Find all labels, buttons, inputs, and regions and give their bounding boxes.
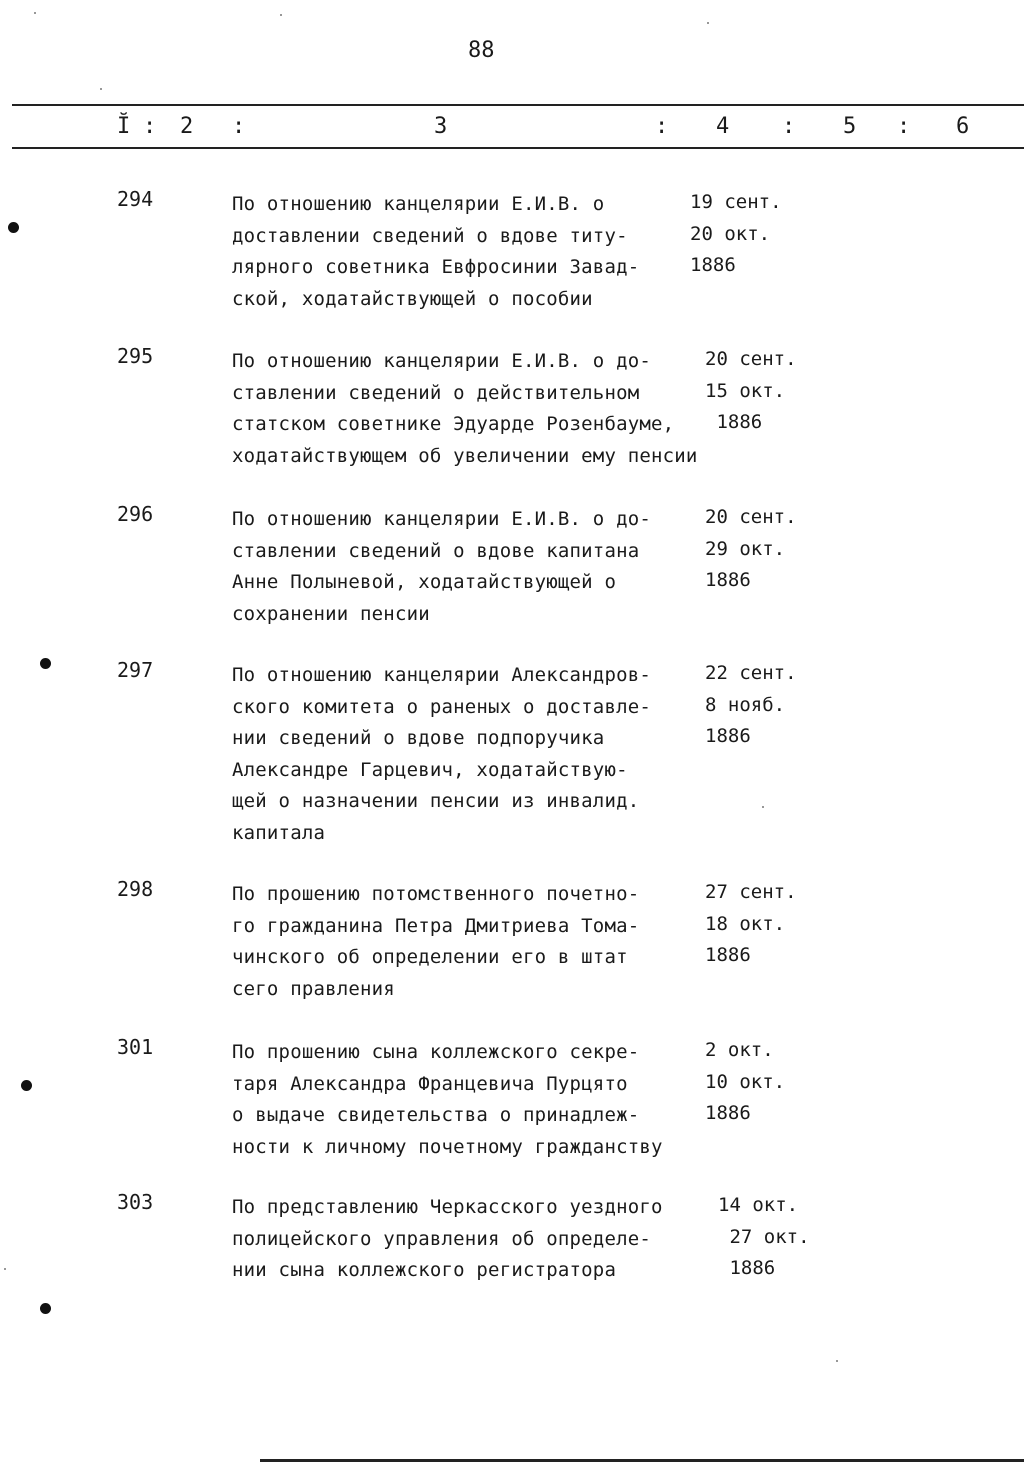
- column-separator: :: [655, 114, 669, 139]
- record-dates: 2 окт. 10 окт. 1886: [705, 1039, 786, 1124]
- page-number: 88: [468, 38, 495, 63]
- column-1-header: Ĭ: [117, 114, 131, 139]
- record-number: 303: [117, 1190, 154, 1214]
- record-dates: 22 сент. 8 нояб. 1886: [705, 662, 797, 747]
- scan-speck: [4, 1268, 6, 1270]
- column-separator: :: [143, 114, 157, 139]
- punch-hole-mark: [40, 658, 51, 669]
- record-dates: 27 сент. 18 окт. 1886: [705, 881, 797, 966]
- footer-rule: [260, 1459, 1024, 1462]
- column-separator: :: [897, 114, 911, 139]
- record-dates: 14 окт. 27 окт. 1886: [718, 1194, 810, 1279]
- scan-speck: [100, 88, 102, 90]
- record-description: По отношению канцелярии Е.И.В. о до- ставлении сведений о вдове капитана Анне Полыневой, ходатайствующей о сохранении пенсии: [232, 508, 652, 625]
- punch-hole-mark: [21, 1080, 32, 1091]
- header-bottom-rule: [12, 147, 1024, 149]
- scan-speck: [762, 806, 764, 808]
- record-number: 295: [117, 344, 154, 368]
- column-5-header: 5: [843, 114, 857, 139]
- record-dates: 20 сент. 29 окт. 1886: [705, 506, 797, 591]
- record-description: По прошению потомственного почетно- го гражданина Петра Дмитриева Тома- чинского об определении его в штат сего правления: [232, 883, 640, 1000]
- record-description: По отношению канцелярии Е.И.В. о доставлении сведений о вдове титу- лярного советника Евфросинии Завад- ской, ходатайствующей о пособии: [232, 193, 640, 310]
- column-6-header: 6: [956, 114, 970, 139]
- record-number: 294: [117, 187, 154, 211]
- record-description: По представлению Черкасского уездного полицейского управления об определе- нии сына коллежского регистратора: [232, 1196, 663, 1281]
- header-top-rule: [12, 104, 1024, 106]
- record-number: 298: [117, 877, 154, 901]
- record-dates: 20 сент. 15 окт. 1886: [705, 348, 797, 433]
- scan-speck: [34, 12, 36, 14]
- column-2-header: 2: [180, 114, 194, 139]
- column-separator: :: [232, 114, 246, 139]
- punch-hole-mark: [40, 1303, 51, 1314]
- scan-speck: [707, 22, 709, 24]
- record-description: По отношению канцелярии Е.И.В. о до- ставлении сведений о действительном статском советнике Эдуарде Розенбауме, ходатайствующем об увеличении ему пенсии: [232, 350, 698, 467]
- column-separator: :: [782, 114, 796, 139]
- column-4-header: 4: [716, 114, 730, 139]
- scan-speck: [280, 14, 282, 16]
- column-3-header: 3: [434, 114, 448, 139]
- record-number: 296: [117, 502, 154, 526]
- record-description: По прошению сына коллежского секре- таря Александра Францевича Пурцято о выдаче свидетельства о принадлеж- ности к личному почетному гражданству: [232, 1041, 663, 1158]
- record-number: 301: [117, 1035, 154, 1059]
- record-dates: 19 сент. 20 окт. 1886: [690, 191, 782, 276]
- record-description: По отношению канцелярии Александров- ского комитета о раненых о доставле- нии сведений о вдове подпоручика Александре Гарцевич, ходатайствую- щей о назначении пенсии из инвалид. капитала: [232, 664, 652, 844]
- punch-hole-mark: [8, 222, 19, 233]
- scan-speck: [836, 1360, 838, 1362]
- record-number: 297: [117, 658, 154, 682]
